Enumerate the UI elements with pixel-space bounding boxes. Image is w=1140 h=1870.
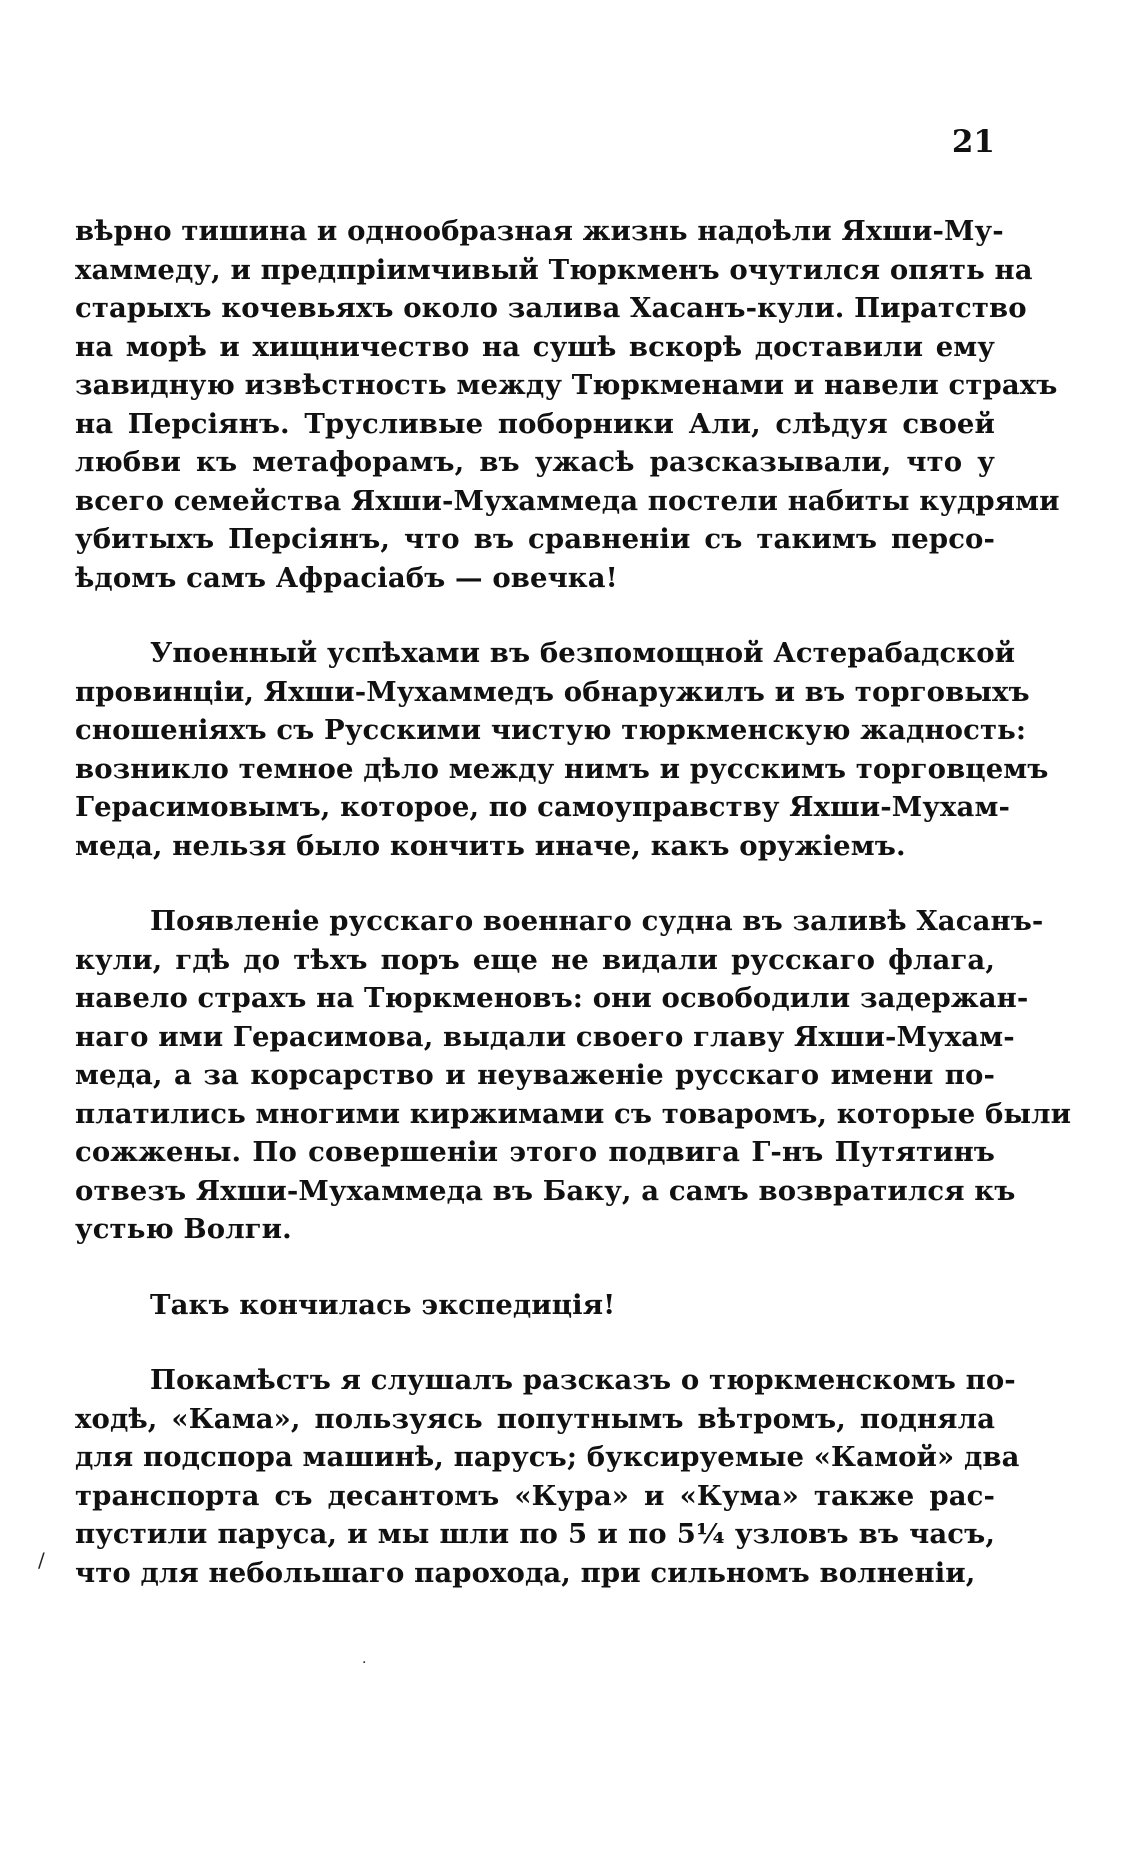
text-line: Упоенный успѣхами въ безпомощной Астерабадской <box>150 637 1016 669</box>
text-line: ходѣ, «Кама», пользуясь попутнымъ вѣтромъ, подняла <box>75 1402 995 1435</box>
text-line: транспорта съ десантомъ «Кура» и «Кума» также рас- <box>75 1479 995 1512</box>
text-line: убитыхъ Персіянъ, что въ сравненіи съ такимъ персо- <box>75 523 995 555</box>
text-line: устью Волги. <box>75 1213 292 1245</box>
text-line: на Персіянъ. Трусливые поборники Али, слѣдуя своей <box>75 407 995 440</box>
stray-mark: · <box>362 1655 367 1671</box>
text-line: ѣдомъ самъ Афрасіабъ — овечка! <box>75 561 618 594</box>
paragraph-gap <box>75 1324 995 1361</box>
paragraph <box>75 212 1060 597</box>
paragraph <box>75 1361 1020 1592</box>
page-number: 21 <box>951 124 995 160</box>
stray-mark: / <box>38 1548 45 1572</box>
text-line: отвезъ Яхши-Мухаммеда въ Баку, а самъ возвратился къ <box>75 1174 1016 1207</box>
text-line: платились многими киржимами съ товаромъ, которые были <box>75 1097 1072 1130</box>
text-line: сношеніяхъ съ Русскими чистую тюркменскую жадность: <box>75 714 1027 746</box>
text-line: что для небольшаго парохода, при сильномъ волненіи, <box>75 1556 976 1589</box>
text-line: Герасимовымъ, которое, по самоуправству Яхши-Мухам- <box>75 791 1010 823</box>
text-line: любви къ метафорамъ, въ ужасѣ разсказывали, что у <box>75 446 995 478</box>
text-line: вѣрно тишина и однообразная жизнь надоѣли Яхши-Му- <box>75 215 1004 247</box>
text-line: меда, а за корсарство и неуваженіе русскаго имени по- <box>75 1059 995 1091</box>
body-text <box>75 212 1072 1592</box>
text-line: меда, нельзя было кончить иначе, какъ оружіемъ. <box>75 829 906 862</box>
text-line: Такъ кончилась экспедиція! <box>150 1288 616 1321</box>
paragraph <box>75 634 1049 865</box>
text-line: для подспора машинѣ, парусъ; буксируемые «Камой» два <box>75 1441 1020 1473</box>
text-line: всего семейства Яхши-Мухаммеда постели набиты кудрями <box>75 484 1060 517</box>
text-line: кули, гдѣ до тѣхъ поръ еще не видали русскаго флага, <box>75 943 995 976</box>
text-line: наго ими Герасимова, выдали своего главу Яхши-Мухам- <box>75 1020 1015 1053</box>
text-line: на морѣ и хищничество на сушѣ вскорѣ доставили ему <box>75 330 995 363</box>
text-line: завидную извѣстность между Тюркменами и навели страхъ <box>75 369 1058 401</box>
text-line: старыхъ кочевьяхъ около залива Хасанъ-кули. Пиратство <box>75 292 1027 324</box>
text-line: сожжены. По совершеніи этого подвига Г-нъ Путятинъ <box>75 1136 995 1168</box>
text-line: Покамѣстъ я слушалъ разсказъ о тюркменскомъ по- <box>150 1364 1016 1396</box>
text-line: навело страхъ на Тюркменовъ: они освободили задержан- <box>75 982 1029 1014</box>
text-line: возникло темное дѣло между нимъ и русскимъ торговцемъ <box>75 752 1049 785</box>
paragraph <box>75 1286 995 1325</box>
paragraph <box>75 902 1072 1249</box>
text-line: хаммеду, и предпріимчивый Тюркменъ очутился опять на <box>75 253 1033 286</box>
text-line: пустили паруса, и мы шли по 5 и по 5¼ узловъ въ часъ, <box>75 1518 995 1550</box>
paragraph-gap <box>75 597 995 634</box>
paragraph-gap <box>75 1249 995 1286</box>
text-line: Появленіе русскаго военнаго судна въ заливѣ Хасанъ- <box>150 905 1044 937</box>
paragraph-gap <box>75 865 995 902</box>
text-line: провинціи, Яхши-Мухаммедъ обнаружилъ и въ торговыхъ <box>75 675 1030 708</box>
